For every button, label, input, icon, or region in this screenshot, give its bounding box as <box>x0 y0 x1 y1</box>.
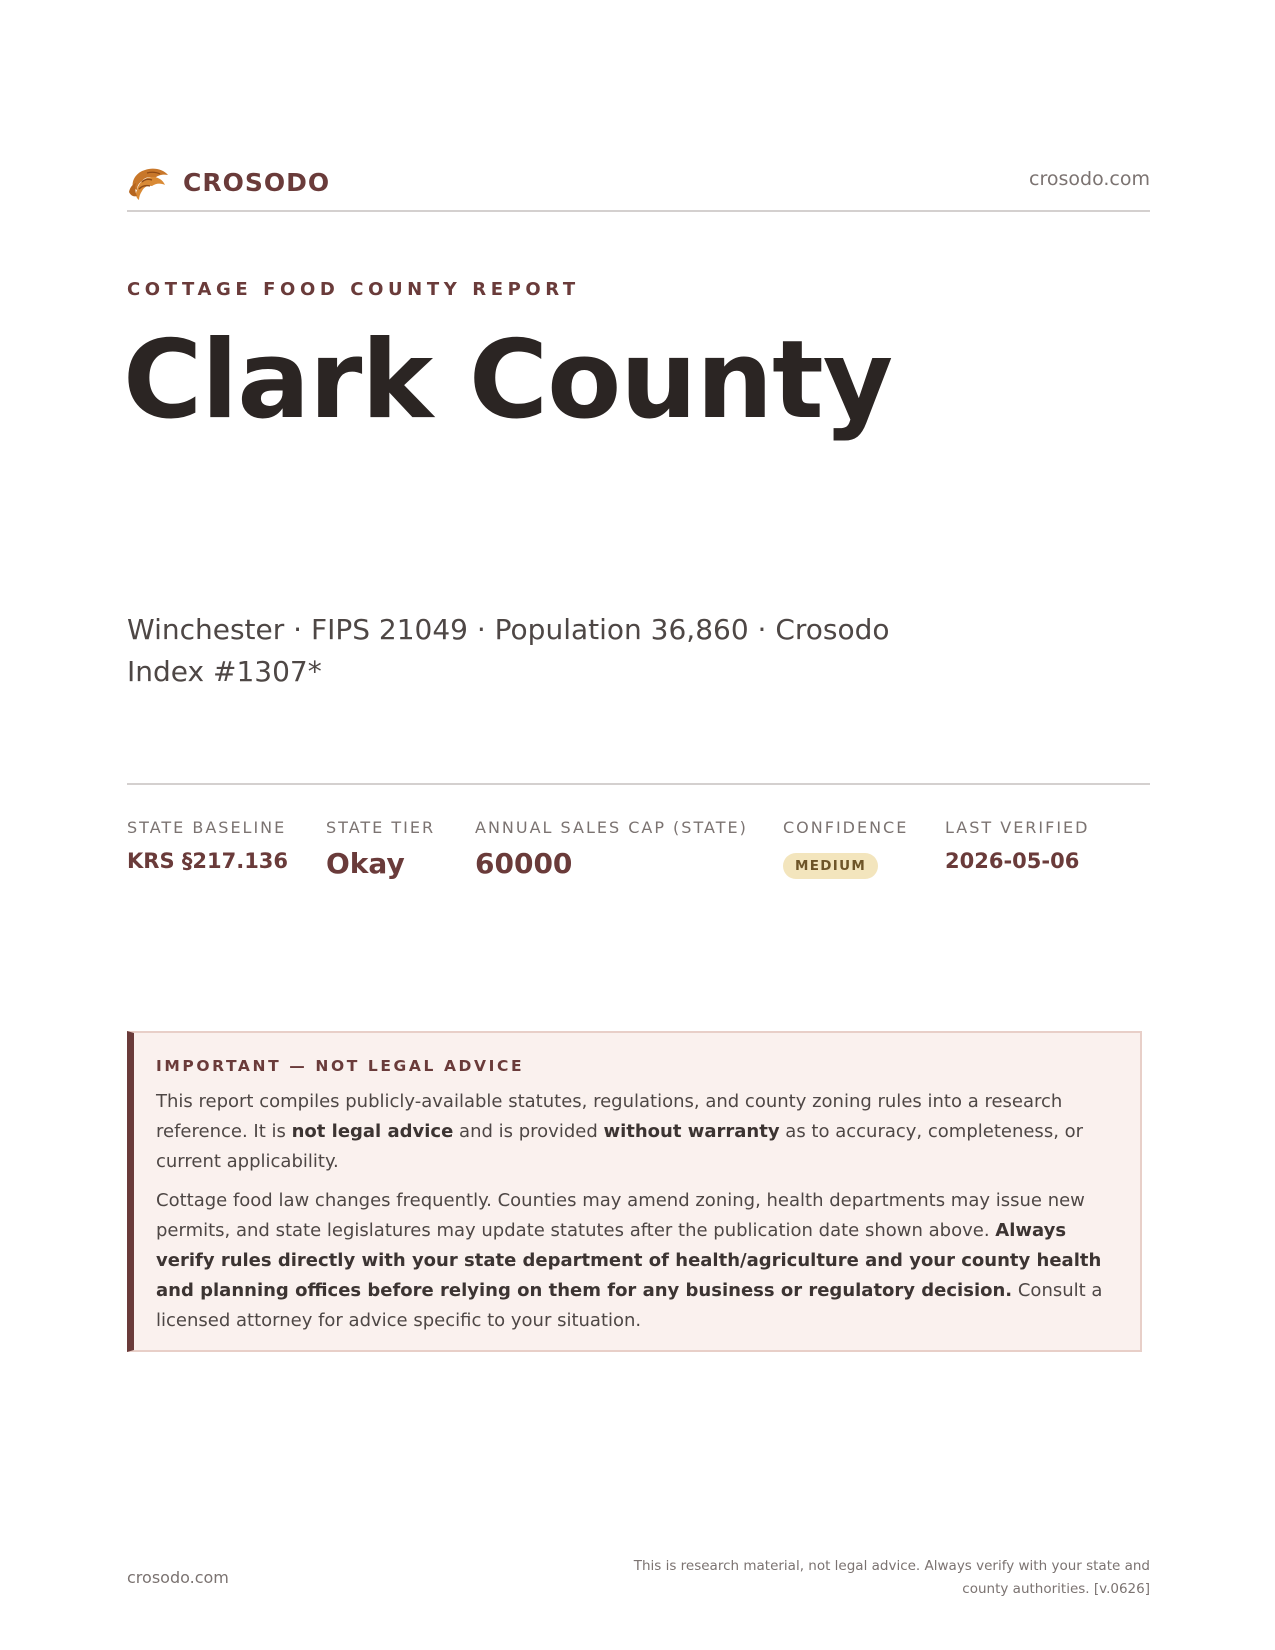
croissant-icon <box>127 162 171 202</box>
notice-emphasis: without warranty <box>603 1121 780 1142</box>
report-page <box>123 0 1150 1650</box>
stat-label: ANNUAL SALES CAP (STATE) <box>475 818 748 837</box>
notice-emphasis: Always verify rules directly with your state department of health/agriculture and your county health and planning offices before relying on them for any business or regulatory decision. <box>156 1220 1102 1301</box>
stat-last-verified <box>945 818 1089 873</box>
stat-value: Okay <box>326 847 405 880</box>
notice-heading: IMPORTANT — NOT LEGAL ADVICE <box>156 1057 525 1075</box>
stat-value: KRS §217.136 <box>127 849 289 873</box>
report-subtitle: Winchester · FIPS 21049 · Population 36,860 · Crosodo Index #1307* <box>127 613 890 688</box>
logo[interactable] <box>127 162 330 202</box>
notice-paragraph <box>156 1087 1126 1177</box>
brand-name: CROSODO <box>183 167 331 197</box>
stat-value: 2026-05-06 <box>945 849 1080 873</box>
header-divider <box>127 210 1150 212</box>
stats-divider <box>127 783 1150 785</box>
stat-annual-sales-cap <box>475 818 748 880</box>
notice-paragraph <box>156 1186 1126 1336</box>
report-eyebrow: COTTAGE FOOD COUNTY REPORT <box>127 279 580 300</box>
notice-text: Cottage food law changes frequently. Counties may amend zoning, health departments may issue new permits, and state legislatures may update statutes after the publication date shown above. <box>156 1190 1085 1241</box>
confidence-badge: MEDIUM <box>783 853 878 879</box>
notice-text: Consult a licensed attorney for advice specific to your situation. <box>156 1280 1103 1331</box>
page-header <box>127 158 1150 208</box>
stat-state-baseline <box>127 818 288 873</box>
notice-body <box>156 1087 1126 1345</box>
page-title: Clark County <box>123 318 893 443</box>
stat-state-tier <box>326 818 435 880</box>
site-link[interactable]: crosodo.com <box>1029 168 1150 190</box>
footer-disclaimer: This is research material, not legal advice. Always verify with your state and county authorities. [v.0626] <box>633 1558 1150 1597</box>
stat-label: LAST VERIFIED <box>945 818 1090 837</box>
stat-value: 60000 <box>475 847 573 880</box>
footer-site[interactable]: crosodo.com <box>127 1568 229 1587</box>
notice-text: as to accuracy, completeness, or current applicability. <box>156 1121 1084 1172</box>
stat-label: STATE BASELINE <box>127 818 287 837</box>
legal-notice <box>127 1031 1142 1352</box>
notice-emphasis: not legal advice <box>291 1121 454 1142</box>
stat-confidence <box>783 818 908 879</box>
stat-label: STATE TIER <box>326 818 436 837</box>
stat-label: CONFIDENCE <box>783 818 909 837</box>
notice-text: This report compiles publicly-available statutes, regulations, and county zoning rules into a research reference. It is <box>156 1091 1063 1142</box>
notice-text: and is provided <box>453 1121 604 1142</box>
